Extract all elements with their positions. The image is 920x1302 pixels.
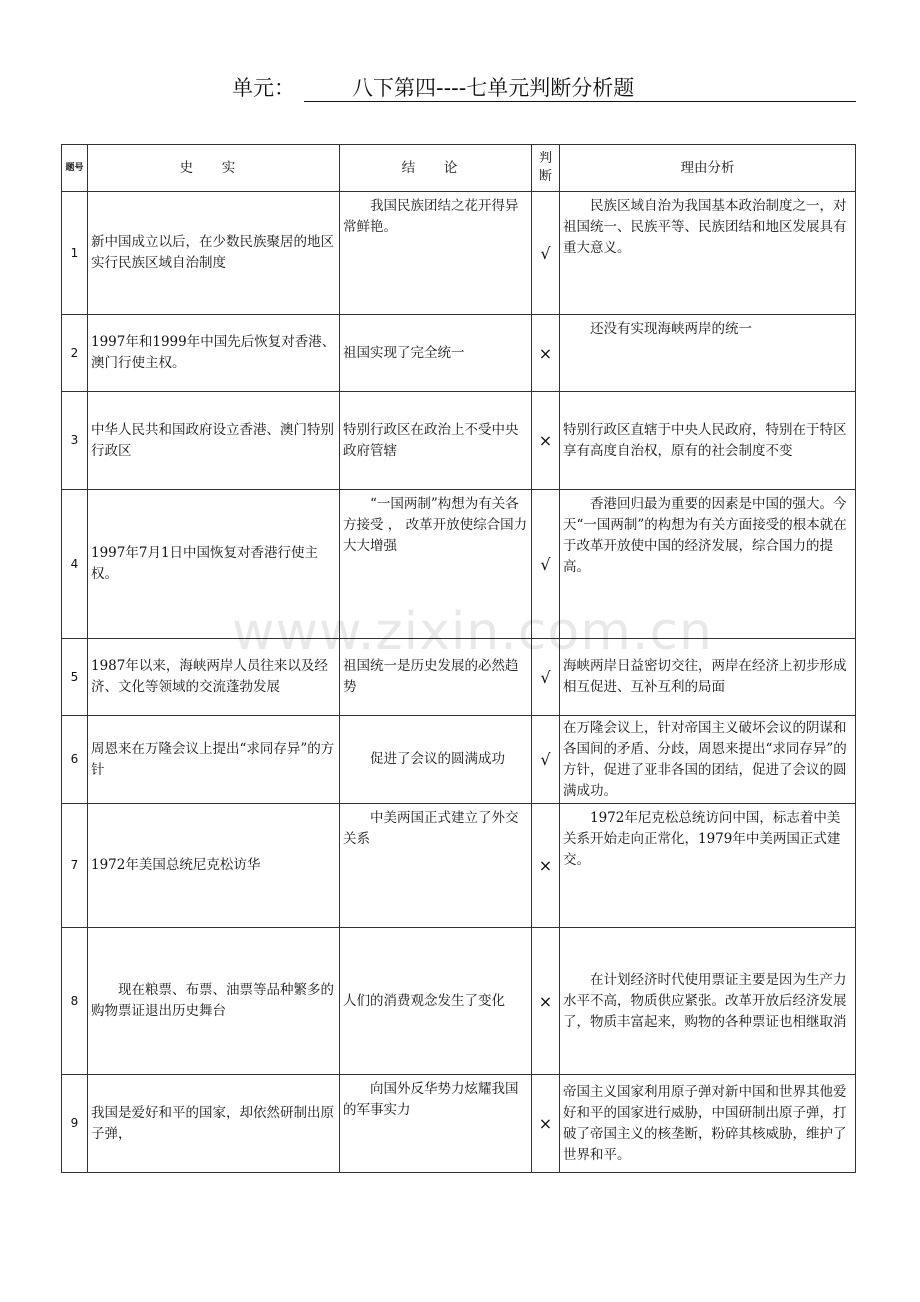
row-conclusion: 祖国统一是历史发展的必然趋势 [340, 639, 532, 716]
row-fact: 1972年美国总统尼克松访华 [88, 804, 340, 928]
table-row [62, 315, 856, 392]
row-judge: √ [532, 490, 560, 639]
row-reason: 香港回归最为重要的因素是中国的强大。今天“一国两制”的构想为有关方面接受的根本就在于改革开放使中国的经济发展，综合国力的提高。 [560, 490, 856, 639]
row-judge: √ [532, 639, 560, 716]
header-judge: 判断 [532, 145, 560, 192]
row-conclusion: 向国外反华势力炫耀我国的军事实力 [340, 1075, 532, 1173]
header-reason: 理由分析 [560, 145, 856, 192]
row-conclusion: 促进了会议的圆满成功 [340, 716, 532, 804]
row-conclusion: 中美两国正式建立了外交关系 [340, 804, 532, 928]
row-num: 8 [62, 928, 88, 1075]
row-judge: √ [532, 716, 560, 804]
row-fact: 我国是爱好和平的国家，却依然研制出原子弹， [88, 1075, 340, 1173]
row-fact: 1997年7月1日中国恢复对香港行使主权。 [88, 490, 340, 639]
row-judge: × [532, 1075, 560, 1173]
row-judge: × [532, 392, 560, 490]
row-conclusion: “一国两制”构想为有关各方接受 ， 改革开放使综合国力大大增强 [340, 490, 532, 639]
row-fact: 中华人民共和国政府设立香港、澳门特别行政区 [88, 392, 340, 490]
row-num: 1 [62, 192, 88, 315]
row-judge: × [532, 928, 560, 1075]
row-num: 7 [62, 804, 88, 928]
row-num: 5 [62, 639, 88, 716]
row-num: 2 [62, 315, 88, 392]
row-fact: 新中国成立以后，在少数民族聚居的地区实行民族区域自治制度 [88, 192, 340, 315]
table-row [62, 1075, 856, 1173]
row-judge: √ [532, 192, 560, 315]
row-reason: 在计划经济时代使用票证主要是因为生产力水平不高，物质供应紧张。改革开放后经济发展了，物质丰富起来，购物的各种票证也相继取消 [560, 928, 856, 1075]
row-judge: × [532, 315, 560, 392]
row-judge: × [532, 804, 560, 928]
row-fact: 周恩来在万隆会议上提出“求同存异”的方针 [88, 716, 340, 804]
header-num: 题号 [62, 145, 88, 192]
row-reason: 帝国主义国家利用原子弹对新中国和世界其他爱好和平的国家进行威胁，中国研制出原子弹，打破了帝国主义的核垄断，粉碎其核威胁，维护了世界和平。 [560, 1075, 856, 1173]
watermark: www.zixin.com.cn [232, 602, 713, 662]
row-num: 6 [62, 716, 88, 804]
row-reason: 海峡两岸日益密切交往，两岸在经济上初步形成相互促进、互补互利的局面 [560, 639, 856, 716]
row-reason: 1972年尼克松总统访问中国，标志着中美关系开始走向正常化，1979年中美两国正式建交。 [560, 804, 856, 928]
header-row [62, 145, 856, 192]
header-conclusion: 结 论 [340, 145, 532, 192]
row-conclusion: 特别行政区在政治上不受中央政府管辖 [340, 392, 532, 490]
header-fact: 史 实 [88, 145, 340, 192]
row-fact: 1997年和1999年中国先后恢复对香港、澳门行使主权。 [88, 315, 340, 392]
table-row [62, 928, 856, 1075]
table-row [62, 192, 856, 315]
page-title [232, 74, 856, 104]
row-num: 3 [62, 392, 88, 490]
row-num: 4 [62, 490, 88, 639]
row-reason: 民族区域自治为我国基本政治制度之一，对祖国统一、民族平等、民族团结和地区发展具有重大意义。 [560, 192, 856, 315]
row-conclusion: 人们的消费观念发生了变化 [340, 928, 532, 1075]
row-conclusion: 我国民族团结之花开得异常鲜艳。 [340, 192, 532, 315]
table-row [62, 392, 856, 490]
row-fact: 1987年以来，海峡两岸人员往来以及经济、文化等领域的交流蓬勃发展 [88, 639, 340, 716]
title-subject: 八下第四----七单元判断分析题 [304, 74, 856, 102]
table-row [62, 804, 856, 928]
row-num: 9 [62, 1075, 88, 1173]
row-reason: 在万隆会议上，针对帝国主义破坏会议的阴谋和各国间的矛盾、分歧，周恩来提出“求同存异”的方针，促进了亚非各国的团结，促进了会议的圆满成功。 [560, 716, 856, 804]
row-conclusion: 祖国实现了完全统一 [340, 315, 532, 392]
table-row [62, 716, 856, 804]
row-reason: 还没有实现海峡两岸的统一 [560, 315, 856, 392]
row-reason: 特别行政区直辖于中央人民政府，特别在于特区享有高度自治权，原有的社会制度不变 [560, 392, 856, 490]
row-fact: 现在粮票、布票、油票等品种繁多的购物票证退出历史舞台 [88, 928, 340, 1075]
title-label: 单元： [232, 76, 295, 100]
